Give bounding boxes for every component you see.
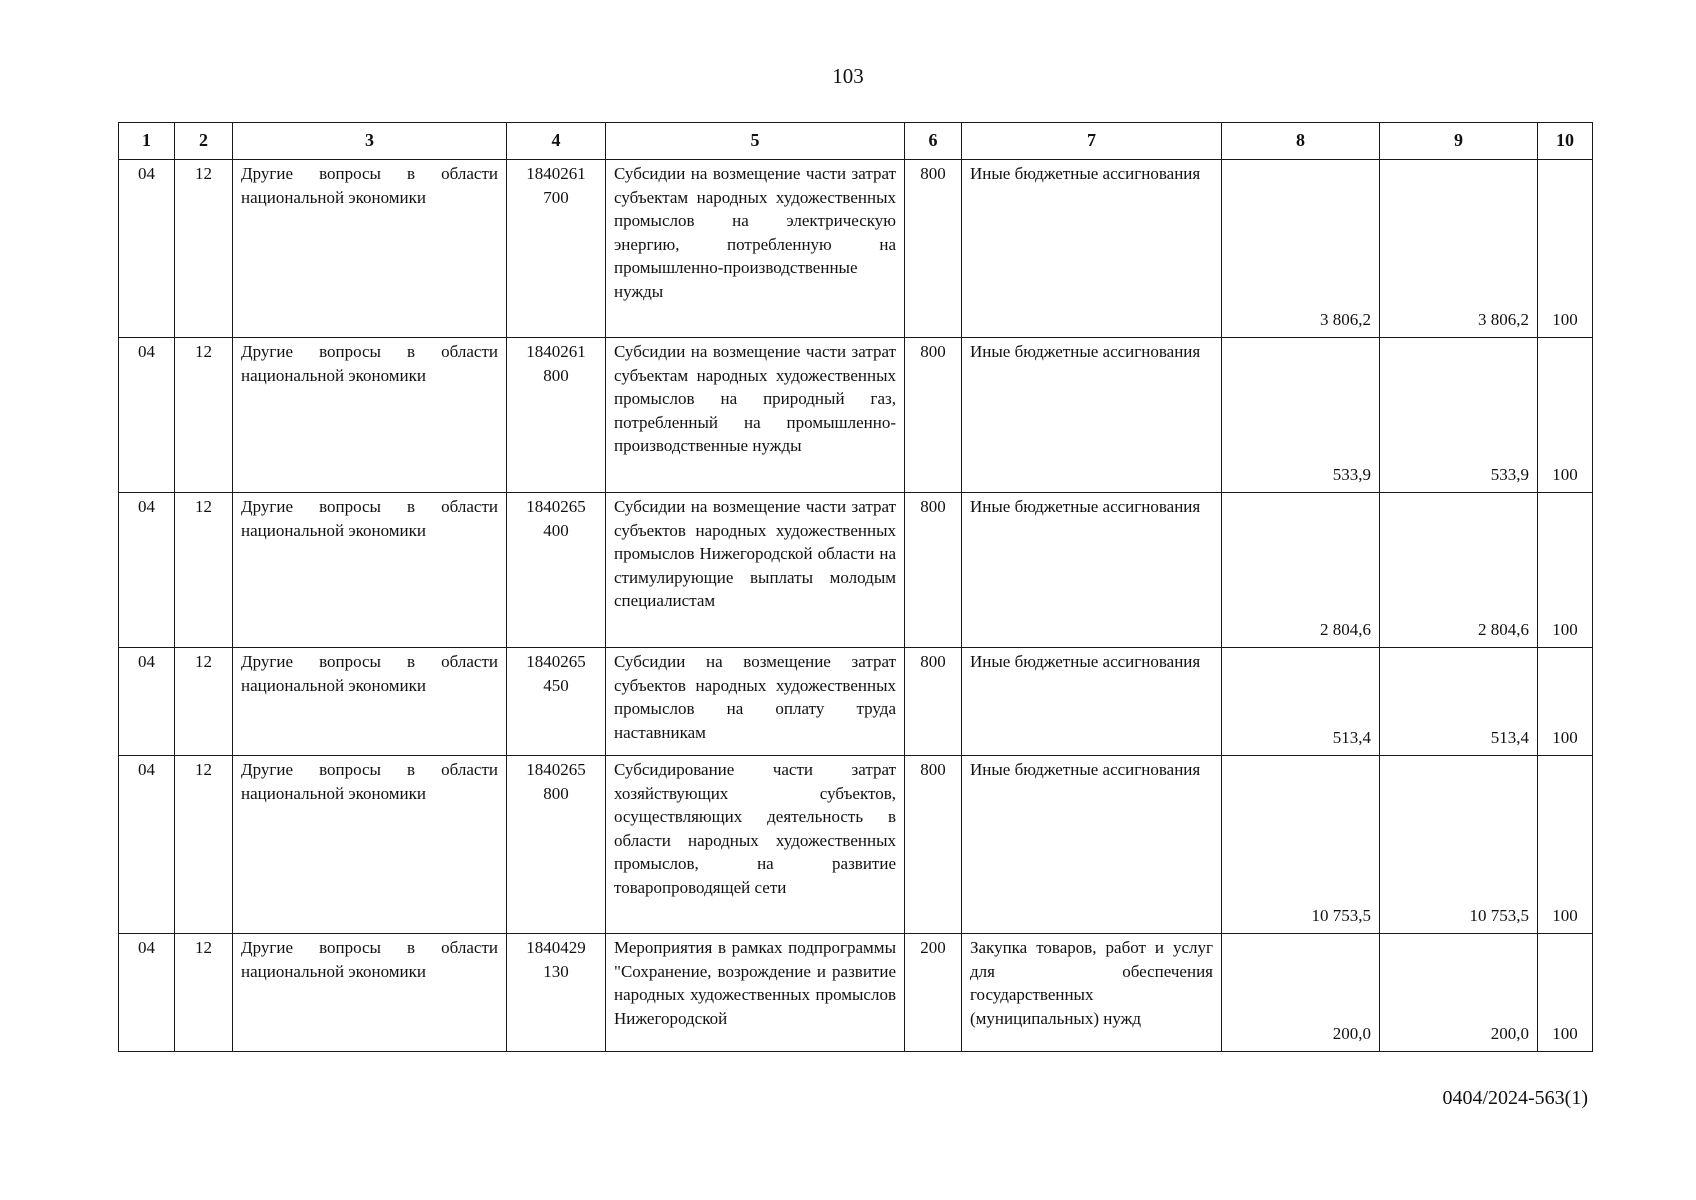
execution-percent: 100 <box>1538 493 1593 648</box>
section-name: Другие вопросы в области национальной экономики <box>233 493 507 648</box>
expense-type-name: Иные бюджетные ассигнования <box>962 338 1222 493</box>
budget-table <box>118 122 1593 1052</box>
page-number: 103 <box>832 64 864 88</box>
subsection-code: 12 <box>175 648 233 756</box>
table-row <box>119 160 1593 338</box>
target-article-name <box>606 934 905 1052</box>
target-article-code: 1840265 450 <box>507 648 606 756</box>
column-header-7: 7 <box>962 123 1222 160</box>
target-article-code: 1840261 700 <box>507 160 606 338</box>
expense-type-code: 800 <box>905 493 962 648</box>
expense-type-name: Иные бюджетные ассигнования <box>962 648 1222 756</box>
column-header-5: 5 <box>606 123 905 160</box>
planned-amount: 513,4 <box>1222 648 1380 756</box>
planned-amount: 3 806,2 <box>1222 160 1380 338</box>
execution-percent: 100 <box>1538 160 1593 338</box>
planned-amount: 2 804,6 <box>1222 493 1380 648</box>
column-header-8: 8 <box>1222 123 1380 160</box>
section-code: 04 <box>119 648 175 756</box>
column-header-3: 3 <box>233 123 507 160</box>
section-name: Другие вопросы в области национальной экономики <box>233 338 507 493</box>
executed-amount: 513,4 <box>1380 648 1538 756</box>
target-article-name: Субсидирование части затрат хозяйствующих субъектов, осуществляющих деятельность в области народных художественных промыслов, на развитие товаропроводящей сети <box>606 756 905 934</box>
target-article-code: 1840429 130 <box>507 934 606 1052</box>
table-row <box>119 338 1593 493</box>
target-article-name: Субсидии на возмещение части затрат субъектов народных художественных промыслов Нижегородской области на стимулирующие выплаты молодым специалистам <box>606 493 905 648</box>
section-code: 04 <box>119 934 175 1052</box>
target-article-code: 1840265 800 <box>507 756 606 934</box>
table-row <box>119 934 1593 1052</box>
expense-type-code: 200 <box>905 934 962 1052</box>
table-row <box>119 756 1593 934</box>
expense-type-code: 800 <box>905 160 962 338</box>
section-name: Другие вопросы в области национальной экономики <box>233 160 507 338</box>
subsection-code: 12 <box>175 338 233 493</box>
target-article-name: Субсидии на возмещение части затрат субъектам народных художественных промыслов на природный газ, потребленный на промышленно-производственные нужды <box>606 338 905 493</box>
table-row <box>119 648 1593 756</box>
column-header-6: 6 <box>905 123 962 160</box>
subsection-code: 12 <box>175 756 233 934</box>
target-article-code: 1840261 800 <box>507 338 606 493</box>
target-article-name: Субсидии на возмещение затрат субъектов народных художественных промыслов на оплату труда наставникам <box>606 648 905 756</box>
planned-amount: 200,0 <box>1222 934 1380 1052</box>
execution-percent: 100 <box>1538 934 1593 1052</box>
expense-type-name: Иные бюджетные ассигнования <box>962 493 1222 648</box>
subsection-code: 12 <box>175 934 233 1052</box>
section-code: 04 <box>119 338 175 493</box>
section-code: 04 <box>119 756 175 934</box>
expense-type-code: 800 <box>905 648 962 756</box>
execution-percent: 100 <box>1538 338 1593 493</box>
column-header-9: 9 <box>1380 123 1538 160</box>
section-name: Другие вопросы в области национальной экономики <box>233 934 507 1052</box>
subsection-code: 12 <box>175 493 233 648</box>
expense-type-code: 800 <box>905 338 962 493</box>
section-name: Другие вопросы в области национальной экономики <box>233 756 507 934</box>
planned-amount: 10 753,5 <box>1222 756 1380 934</box>
planned-amount: 533,9 <box>1222 338 1380 493</box>
subsection-code: 12 <box>175 160 233 338</box>
executed-amount: 3 806,2 <box>1380 160 1538 338</box>
executed-amount: 200,0 <box>1380 934 1538 1052</box>
target-article-name-text: Мероприятия в рамках подпрограммы "Сохранение, возрождение и развитие народных художественных промыслов Нижегородской <box>614 938 896 1028</box>
executed-amount: 10 753,5 <box>1380 756 1538 934</box>
section-code: 04 <box>119 160 175 338</box>
table-row <box>119 493 1593 648</box>
target-article-name: Субсидии на возмещение части затрат субъектам народных художественных промыслов на электрическую энергию, потребленную на промышленно-производственные нужды <box>606 160 905 338</box>
column-header-4: 4 <box>507 123 606 160</box>
expense-type-code: 800 <box>905 756 962 934</box>
execution-percent: 100 <box>1538 648 1593 756</box>
column-header-10: 10 <box>1538 123 1593 160</box>
expense-type-name: Иные бюджетные ассигнования <box>962 756 1222 934</box>
execution-percent: 100 <box>1538 756 1593 934</box>
table-header-row <box>119 123 1593 160</box>
section-code: 04 <box>119 493 175 648</box>
column-header-1: 1 <box>119 123 175 160</box>
executed-amount: 533,9 <box>1380 338 1538 493</box>
section-name: Другие вопросы в области национальной экономики <box>233 648 507 756</box>
expense-type-name: Закупка товаров, работ и услуг для обеспечения государственных (муниципальных) нужд <box>962 934 1222 1052</box>
column-header-2: 2 <box>175 123 233 160</box>
expense-type-name: Иные бюджетные ассигнования <box>962 160 1222 338</box>
document-code: 0404/2024-563(1) <box>1442 1087 1588 1109</box>
executed-amount: 2 804,6 <box>1380 493 1538 648</box>
target-article-code: 1840265 400 <box>507 493 606 648</box>
